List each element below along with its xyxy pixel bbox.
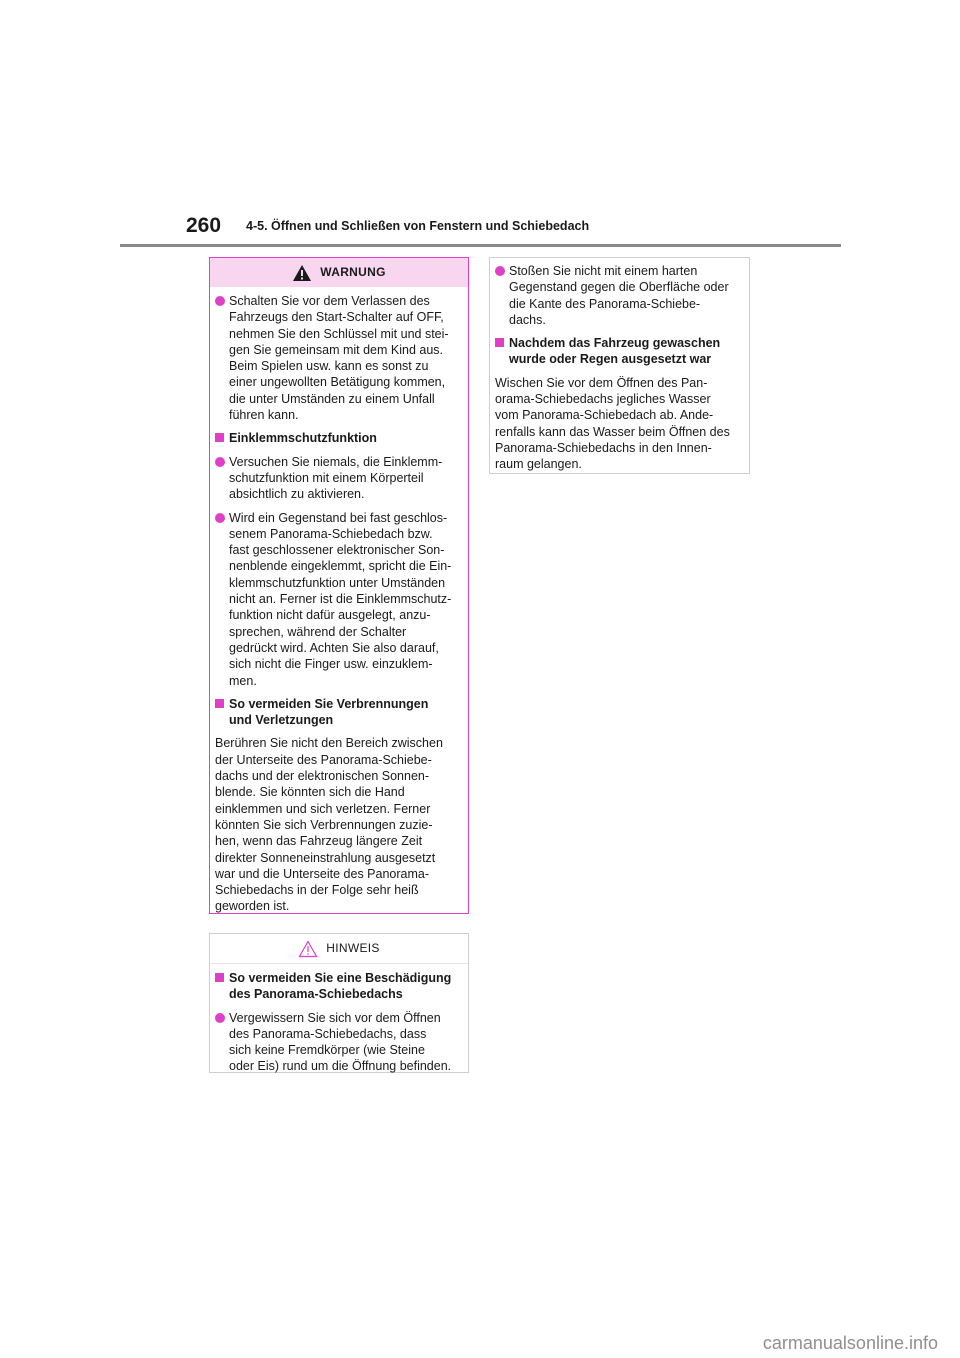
notice-item-text: Vergewissern Sie sich vor dem Öffnen des Panorama-Schiebedachs, dass sich keine Fremdkörper (wie Steine oder Eis) rund um die Öffnung befinden.: [229, 1010, 452, 1074]
page-number: 260: [186, 214, 222, 237]
notice-box: [209, 933, 469, 1073]
warning-body: [210, 287, 468, 928]
bullet-square-icon: [215, 696, 229, 729]
warning-header: [210, 258, 468, 287]
warning-item-bullet: [215, 454, 462, 503]
continuation-body: [490, 258, 749, 486]
notice-body: [210, 964, 468, 1088]
bullet-square-icon: [215, 970, 229, 1003]
warning-box: [209, 257, 469, 914]
bullet-circle-icon: [495, 263, 509, 328]
notice-title: HINWEIS: [326, 941, 380, 956]
bullet-square-icon: [215, 430, 229, 446]
warning-subheading: [215, 430, 462, 446]
bullet-circle-icon: [215, 510, 229, 689]
continuation-item-text: Stoßen Sie nicht mit einem harten Gegenstand gegen die Oberfläche oder die Kante des Panorama-Schiebe- dachs.: [509, 264, 729, 327]
header-rule: [120, 244, 841, 247]
section-title: 4-5. Öffnen und Schließen von Fenstern und Schiebedach: [246, 219, 590, 233]
continuation-paragraph: Wischen Sie vor dem Öffnen des Pan- orama-Schiebedachs jegliches Wasser vom Panorama-Schiebedach ab. Ande- renfalls kann das Wasser beim Öffnen des Panorama-Schiebedachs in den Innen- raum gelangen.: [495, 375, 730, 472]
continuation-box: [489, 257, 750, 474]
continuation-item-bullet: [495, 263, 743, 328]
warning-item-bullet: [215, 510, 462, 689]
warning-item-text: Schalten Sie vor dem Verlassen des Fahrzeugs den Start-Schalter auf OFF, nehmen Sie den Schlüssel mit und stei- gen Sie gemeinsam mit dem Kind aus. Beim Spielen usw. kann es sonst zu einer ungewollten Betätigung kommen, die unter Umständen zu einem Unfall führen kann.: [229, 294, 449, 423]
warning-triangle-filled-icon: [292, 264, 312, 282]
warning-title: WARNUNG: [320, 265, 386, 280]
continuation-subheading: [495, 335, 743, 368]
warning-item-text: Wird ein Gegenstand bei fast geschlos- senem Panorama-Schiebedach bzw. fast geschlossener elektronischer Son- nenblende eingeklemmt, spricht die Ein- klemmschutzfunktion unter Umständen nicht an. Ferner ist die Einklemmschutz- funktion nicht dafür ausgelegt, anzu- sprechen, während der Schalter gedrückt wird. Achten Sie also darauf, sich nicht die Finger usw. einzuklem- men.: [229, 510, 452, 688]
notice-subheading-text: So vermeiden Sie eine Beschädigung des Panorama-Schiebedachs: [229, 971, 452, 1002]
continuation-subheading-text: Nachdem das Fahrzeug gewaschen wurde oder Regen ausgesetzt war: [509, 336, 721, 367]
bullet-circle-icon: [215, 1010, 229, 1075]
warning-subheading-text: So vermeiden Sie Verbrennungen und Verletzungen: [229, 696, 429, 728]
warning-subheading-text: Einklemmschutzfunktion: [229, 431, 377, 446]
notice-item-bullet: [215, 1010, 462, 1075]
bullet-circle-icon: [215, 454, 229, 503]
warning-subheading: [215, 696, 462, 729]
notice-subheading: [215, 970, 462, 1003]
bullet-circle-icon: [215, 293, 229, 423]
watermark: carmanualsonline.info: [762, 1333, 938, 1353]
notice-header: [210, 934, 468, 964]
warning-item-bullet: [215, 293, 462, 423]
warning-paragraph: Berühren Sie nicht den Bereich zwischen der Unterseite des Panorama-Schiebe- dachs und der elektronischen Sonnen- blende. Sie könnten sich die Hand einklemmen und sich verletzen. Ferner könnten Sie sich Verbrennungen zuzie- hen, wenn das Fahrzeug längere Zeit direkter Sonneneinstrahlung ausgesetzt war und die Unterseite des Panorama- Schiebedachs in der Folge sehr heiß geworden ist.: [215, 736, 443, 914]
warning-item-text: Versuchen Sie niemals, die Einklemm- schutzfunktion mit einem Körperteil absichtlich zu aktivieren.: [229, 454, 443, 502]
warning-triangle-outline-icon: [298, 940, 318, 958]
bullet-square-icon: [495, 335, 509, 368]
